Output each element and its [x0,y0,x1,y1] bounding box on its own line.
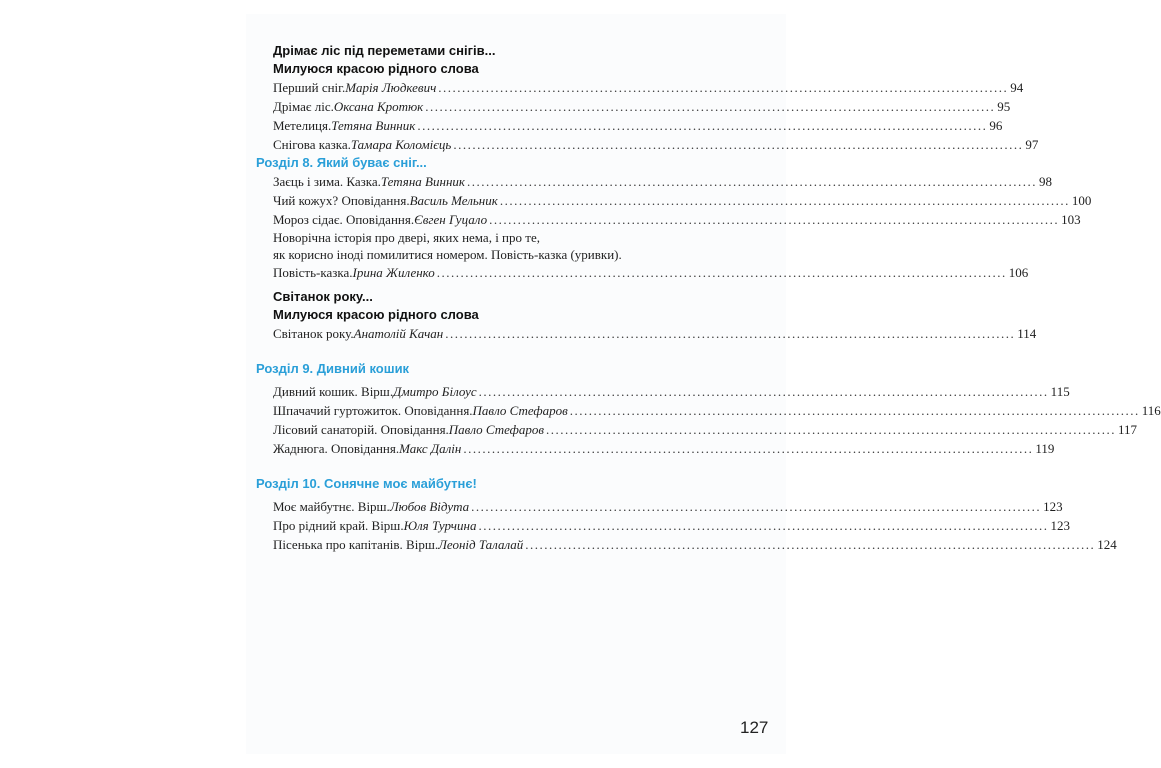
entry-title: Пісенька про капітанів. Вірш. [273,537,439,552]
toc-entry [273,535,1117,554]
toc-heading: Милуюся красою рідного слова [273,61,479,76]
entry-title-line: Новорічна історія про двері, яких нема, і про те, [273,230,540,245]
dot-leader: ........................................................................................................................ [478,518,1049,533]
dot-leader: ........................................................................................................................ [478,384,1049,399]
dot-leader: ........................................................................................................................ [438,80,1009,95]
entry-author: Марія Людкевич [345,80,437,95]
dot-leader: ........................................................................................................................ [463,441,1034,456]
entry-author: Тетяна Винник [331,118,416,133]
entry-page: 117 [1117,422,1137,437]
entry-page: 96 [989,118,1003,133]
toc-entry [273,135,1039,154]
entry-author: Анатолій Качан [353,326,444,341]
toc-heading: Світанок року... [273,289,373,304]
dot-leader: ........................................................................................................................ [499,193,1070,208]
entry-author: Василь Мельник [409,193,498,208]
entry-author: Дмитро Білоус [393,384,477,399]
entry-author: Леонід Талалай [438,537,524,552]
section-heading: Розділ 9. Дивний кошик [256,361,410,376]
section-heading: Розділ 8. Який буває сніг... [256,155,427,170]
toc-entry [273,516,1070,535]
toc-entry [273,97,1011,116]
entry-title: Мороз сідає. Оповідання. [273,212,415,227]
entry-author: Ірина Жиленко [352,265,435,280]
toc-entry [273,191,1092,210]
entry-title: Повість-казка. [273,265,353,280]
entry-author: Павло Стефаров [472,403,568,418]
dot-leader: ........................................................................................................................ [545,422,1116,437]
entry-title: Жаднюга. Оповідання. [273,441,400,456]
toc-entry [273,210,1081,229]
entry-title: Перший сніг. [273,80,346,95]
entry-title: Чий кожух? Оповідання. [273,193,410,208]
dot-leader: ........................................................................................................................ [489,212,1060,227]
entry-author: Любов Відута [389,499,470,514]
entry-page: 95 [997,99,1011,114]
entry-page: 100 [1071,193,1092,208]
entry-page: 114 [1017,326,1037,341]
entry-page: 115 [1050,384,1070,399]
entry-title: Моє майбутнє. Вірш. [273,499,390,514]
entry-author: Макс Далін [399,441,462,456]
dot-leader: ........................................................................................................................ [425,99,996,114]
entry-author: Тетяна Винник [380,174,465,189]
dot-leader: ........................................................................................................................ [569,403,1140,418]
entry-page: 98 [1038,174,1052,189]
dot-leader: ........................................................................................................................ [453,137,1024,152]
entry-title: Світанок року. [273,326,354,341]
entry-title: Метелиця. [273,118,332,133]
toc-entry [273,497,1063,516]
toc-entry [273,116,1003,135]
dot-leader: ........................................................................................................................ [445,326,1016,341]
entry-author: Тамара Коломієць [350,137,452,152]
toc-entry [273,401,1161,420]
entry-page: 119 [1035,441,1055,456]
entry-author: Євген Гуцало [414,212,488,227]
toc-entry [273,78,1024,97]
dot-leader: ........................................................................................................................ [436,265,1007,280]
entry-author: Павло Стефаров [448,422,544,437]
entry-page: 116 [1141,403,1161,418]
entry-title: Про рідний край. Вірш. [273,518,404,533]
entry-page: 103 [1061,212,1081,227]
entry-title: Заєць і зима. Казка. [273,174,381,189]
table-of-contents [256,42,1161,554]
dot-leader: ........................................................................................................................ [471,499,1042,514]
entry-title: Шпачачий гуртожиток. Оповідання. [273,403,473,418]
entry-author: Оксана Кротюк [333,99,424,114]
entry-page: 123 [1043,499,1063,514]
entry-page: 123 [1050,518,1070,533]
toc-entry [273,172,1052,191]
entry-page: 124 [1097,537,1117,552]
toc-entry [273,382,1070,401]
entry-page: 106 [1008,265,1029,280]
entry-page: 94 [1010,80,1024,95]
entry-title: Дивний кошик. Вірш. [273,384,394,399]
entry-title: Дрімає ліс. [273,99,334,114]
toc-heading: Дрімає ліс під переметами снігів... [273,43,496,58]
page-number: 127 [740,718,769,737]
toc-heading: Милуюся красою рідного слова [273,307,479,322]
dot-leader: ........................................................................................................................ [466,174,1037,189]
toc-entry [273,439,1055,458]
entry-title: Снігова казка. [273,137,351,152]
entry-title: Лісовий санаторій. Оповідання. [273,422,449,437]
toc-entry [273,420,1137,439]
entry-title-line: як корисно іноді помилитися номером. Повість-казка (уривки). [273,247,622,262]
dot-leader: ........................................................................................................................ [417,118,988,133]
entry-author: Юля Турчина [403,518,477,533]
dot-leader: ........................................................................................................................ [525,537,1096,552]
entry-page: 97 [1025,137,1039,152]
toc-entry [273,263,1029,282]
toc-entry [273,324,1037,343]
section-heading: Розділ 10. Сонячне моє майбутнє! [256,476,477,491]
